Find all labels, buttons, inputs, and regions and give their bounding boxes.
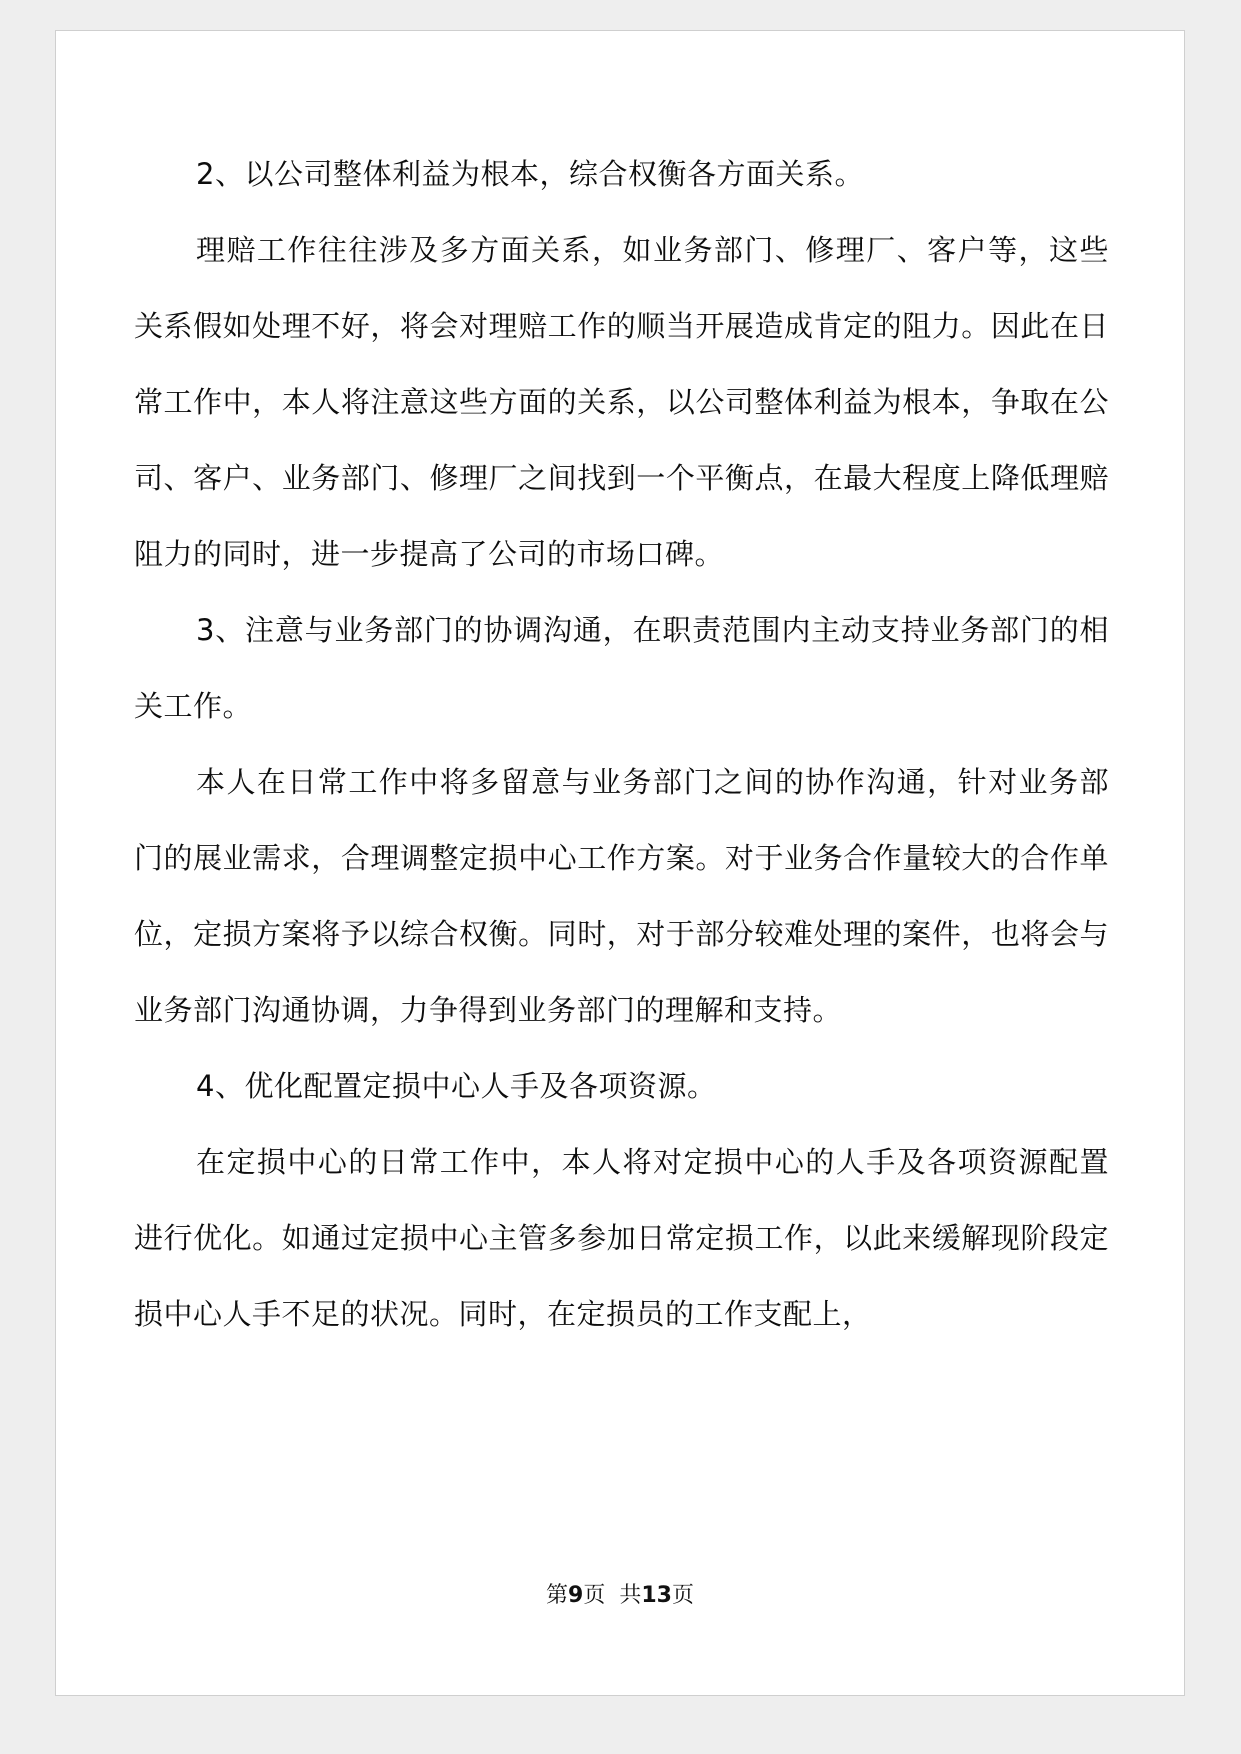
footer-page-suffix: 页 bbox=[583, 1583, 606, 1608]
paragraph: 2、以公司整体利益为根本，综合权衡各方面关系。 bbox=[196, 157, 864, 191]
footer-total-suffix: 页 bbox=[671, 1583, 694, 1608]
paragraph: 4、优化配置定损中心人手及各项资源。 bbox=[196, 1069, 717, 1103]
paragraph: 在定损中心的日常工作中，本人将对定损中心的人手及各项资源配置进行优化。如通过定损中心主管多参加日常定损工作，以此来缓解现阶段定损中心人手不足的状况。同时，在定损员的工作支配上， bbox=[134, 1145, 1109, 1331]
document-body bbox=[134, 136, 1109, 1352]
footer-total-number: 13 bbox=[641, 1583, 672, 1608]
paragraph: 3、注意与业务部门的协调沟通，在职责范围内主动支持业务部门的相关工作。 bbox=[134, 613, 1109, 723]
paragraph: 本人在日常工作中将多留意与业务部门之间的协作沟通，针对业务部门的展业需求，合理调整定损中心工作方案。对于业务合作量较大的合作单位，定损方案将予以综合权衡。同时，对于部分较难处理的案件，也将会与业务部门沟通协调，力争得到业务部门的理解和支持。 bbox=[134, 765, 1109, 1027]
footer-total-prefix: 共 bbox=[619, 1583, 642, 1608]
paragraph: 理赔工作往往涉及多方面关系，如业务部门、修理厂、客户等，这些关系假如处理不好，将会对理赔工作的顺当开展造成肯定的阻力。因此在日常工作中，本人将注意这些方面的关系，以公司整体利益为根本，争取在公司、客户、业务部门、修理厂之间找到一个平衡点，在最大程度上降低理赔阻力的同时，进一步提高了公司的市场口碑。 bbox=[134, 233, 1109, 571]
page-footer bbox=[56, 1578, 1184, 1609]
footer-page-number: 9 bbox=[568, 1583, 584, 1608]
footer-page-prefix: 第 bbox=[546, 1583, 569, 1608]
document-page bbox=[55, 30, 1185, 1696]
